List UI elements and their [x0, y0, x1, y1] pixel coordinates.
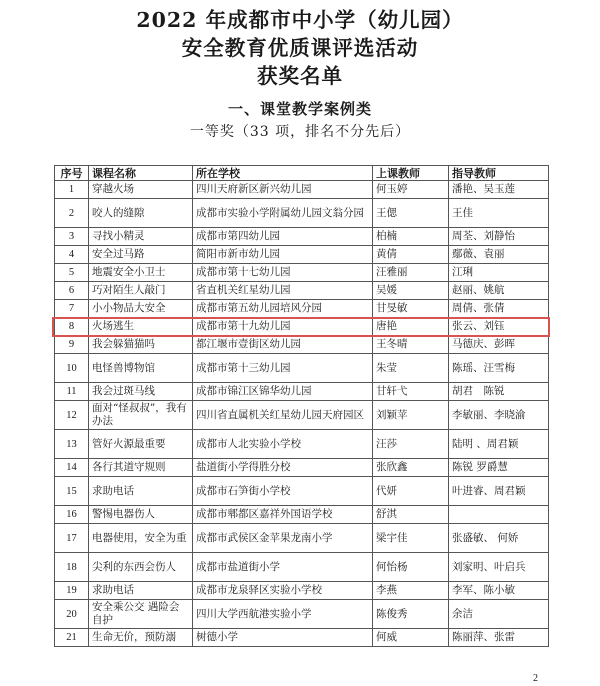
table-row: [55, 228, 549, 246]
cell-advisor: 鄢薇、袁丽: [449, 246, 549, 264]
cell-school: 都江堰市壹街区幼儿园: [193, 336, 373, 354]
cell-teacher: 何玉婷: [373, 181, 449, 199]
cell-course: 穿越火场: [89, 181, 193, 199]
table-row: [55, 600, 549, 629]
table-row: [55, 199, 549, 228]
prize-subheading: 一等奖（33 项，排名不分先后）: [189, 124, 411, 140]
table-row: [55, 524, 549, 553]
cell-no: 7: [55, 300, 89, 318]
cell-teacher: 代妍: [373, 477, 449, 506]
title-line-1: 2022 年成都市中小学（幼儿园）: [136, 8, 464, 32]
cell-school: 成都市第十七幼儿园: [193, 264, 373, 282]
cell-course: 求助电话: [89, 582, 193, 600]
page-number: 2: [533, 673, 538, 684]
cell-course: 火场逃生: [89, 318, 193, 336]
cell-school: 成都市实验小学附属幼儿园文翁分园: [193, 199, 373, 228]
cell-course: 尖利的东西会伤人: [89, 553, 193, 582]
cell-advisor: 赵丽、姚航: [449, 282, 549, 300]
cell-no: 1: [55, 181, 89, 199]
cell-advisor: 余洁: [449, 600, 549, 629]
table-row: [55, 506, 549, 524]
table-row: [55, 264, 549, 282]
cell-no: 19: [55, 582, 89, 600]
cell-course: 管好火源最重要: [89, 430, 193, 459]
table-row: [55, 629, 549, 647]
table-row: [55, 477, 549, 506]
cell-no: 17: [55, 524, 89, 553]
cell-school: 成都市锦江区锦华幼儿园: [193, 383, 373, 401]
cell-no: 10: [55, 354, 89, 383]
cell-teacher: 陈俊秀: [373, 600, 449, 629]
cell-teacher: 王偲: [373, 199, 449, 228]
cell-course: 生命无价，预防溺: [89, 629, 193, 647]
cell-no: 9: [55, 336, 89, 354]
table-row: [55, 246, 549, 264]
cell-advisor: 江琍: [449, 264, 549, 282]
cell-advisor: 张云、刘钰: [449, 318, 549, 336]
cell-no: 16: [55, 506, 89, 524]
cell-advisor: 陆明 、周君颖: [449, 430, 549, 459]
cell-advisor: 陈瑶、汪雪梅: [449, 354, 549, 383]
cell-school: 树德小学: [193, 629, 373, 647]
table-row: [55, 582, 549, 600]
cell-course: 寻找小精灵: [89, 228, 193, 246]
table-row: [55, 282, 549, 300]
table-header-row: [55, 166, 549, 181]
cell-school: 成都市第十三幼儿园: [193, 354, 373, 383]
cell-teacher: 甘轩弋: [373, 383, 449, 401]
cell-school: 成都市龙泉驿区实验小学校: [193, 582, 373, 600]
cell-school: 四川省直属机关红星幼儿园天府园区: [193, 401, 373, 430]
cell-no: 13: [55, 430, 89, 459]
cell-course: 安全乘公交 遇险会自护: [89, 600, 193, 629]
cell-advisor: 胡君 陈锐: [449, 383, 549, 401]
cell-course: 警惕电器伤人: [89, 506, 193, 524]
cell-course: 面对“怪叔叔”，我有办法: [89, 401, 193, 430]
cell-course: 我会过斑马线: [89, 383, 193, 401]
cell-school: 四川大学西航港实验小学: [193, 600, 373, 629]
cell-no: 15: [55, 477, 89, 506]
cell-teacher: 张欣鑫: [373, 459, 449, 477]
cell-advisor: [449, 506, 549, 524]
table-row: [55, 354, 549, 383]
cell-course: 电器使用，安全为重: [89, 524, 193, 553]
cell-school: 简阳市新市幼儿园: [193, 246, 373, 264]
cell-school: 成都市盐道街小学: [193, 553, 373, 582]
cell-no: 14: [55, 459, 89, 477]
cell-advisor: 陈丽萍、张雷: [449, 629, 549, 647]
cell-course: 地震安全小卫士: [89, 264, 193, 282]
cell-teacher: 吴媛: [373, 282, 449, 300]
header-advisor: 指导教师: [449, 166, 549, 181]
cell-teacher: 甘旻敏: [373, 300, 449, 318]
cell-advisor: 叶进睿、周君颖: [449, 477, 549, 506]
cell-advisor: 潘艳、吴玉莲: [449, 181, 549, 199]
award-table: [54, 165, 549, 647]
cell-teacher: 舒淇: [373, 506, 449, 524]
table-row: [55, 401, 549, 430]
header-school: 所在学校: [193, 166, 373, 181]
cell-advisor: 马德庆、彭晖: [449, 336, 549, 354]
cell-no: 6: [55, 282, 89, 300]
cell-school: 省直机关红星幼儿园: [193, 282, 373, 300]
cell-advisor: 周荃、刘静怡: [449, 228, 549, 246]
table-body: [55, 181, 549, 647]
table-row: [55, 430, 549, 459]
cell-no: 2: [55, 199, 89, 228]
cell-course: 安全过马路: [89, 246, 193, 264]
section-heading: 一、课堂教学案例类: [227, 100, 372, 118]
cell-school: 成都市第十九幼儿园: [193, 318, 373, 336]
cell-teacher: 何怡杨: [373, 553, 449, 582]
cell-teacher: 梁宇佳: [373, 524, 449, 553]
cell-no: 18: [55, 553, 89, 582]
table-row: [55, 553, 549, 582]
cell-teacher: 朱莹: [373, 354, 449, 383]
cell-course: 巧对陌生人敲门: [89, 282, 193, 300]
title-line-2: 安全教育优质课评选活动: [181, 36, 419, 60]
cell-school: 成都市郫都区嘉祥外国语学校: [193, 506, 373, 524]
cell-teacher: 汪莎: [373, 430, 449, 459]
cell-teacher: 刘颖苹: [373, 401, 449, 430]
cell-advisor: 刘家明、叶启兵: [449, 553, 549, 582]
cell-school: 成都市石笋街小学校: [193, 477, 373, 506]
cell-advisor: 周倩、张倩: [449, 300, 549, 318]
cell-advisor: 陈锐 罗爵慧: [449, 459, 549, 477]
cell-school: 成都市人北实验小学校: [193, 430, 373, 459]
cell-no: 12: [55, 401, 89, 430]
cell-school: 盐道街小学得胜分校: [193, 459, 373, 477]
cell-teacher: 王冬晴: [373, 336, 449, 354]
cell-no: 8: [55, 318, 89, 336]
table-row: [55, 459, 549, 477]
cell-teacher: 李燕: [373, 582, 449, 600]
cell-no: 5: [55, 264, 89, 282]
cell-no: 21: [55, 629, 89, 647]
table-row: [55, 181, 549, 199]
cell-no: 4: [55, 246, 89, 264]
cell-teacher: 汪雅丽: [373, 264, 449, 282]
cell-no: 11: [55, 383, 89, 401]
cell-course: 小小物品大安全: [89, 300, 193, 318]
cell-advisor: 王佳: [449, 199, 549, 228]
cell-school: 成都市第四幼儿园: [193, 228, 373, 246]
header-teacher: 上课教师: [373, 166, 449, 181]
header-no: 序号: [55, 166, 89, 181]
cell-course: 我会躲猫猫吗: [89, 336, 193, 354]
title-line-3: 获奖名单: [257, 64, 343, 88]
cell-teacher: 唐艳: [373, 318, 449, 336]
cell-advisor: 李敏丽、李晓渝: [449, 401, 549, 430]
cell-teacher: 何威: [373, 629, 449, 647]
cell-school: 四川天府新区新兴幼儿园: [193, 181, 373, 199]
table-row: [55, 336, 549, 354]
cell-course: 咬人的缝隙: [89, 199, 193, 228]
table-row: [55, 300, 549, 318]
cell-no: 3: [55, 228, 89, 246]
cell-advisor: 李军、陈小敏: [449, 582, 549, 600]
cell-course: 各行其道守规则: [89, 459, 193, 477]
header-course: 课程名称: [89, 166, 193, 181]
cell-teacher: 柏楠: [373, 228, 449, 246]
table-row: [55, 318, 549, 336]
cell-course: 电怪兽博物馆: [89, 354, 193, 383]
table-row: [55, 383, 549, 401]
cell-course: 求助电话: [89, 477, 193, 506]
cell-school: 成都市武侯区金苹果龙南小学: [193, 524, 373, 553]
cell-school: 成都市第五幼儿园培风分园: [193, 300, 373, 318]
cell-advisor: 张盛敏、 何娇: [449, 524, 549, 553]
cell-teacher: 黄倩: [373, 246, 449, 264]
cell-no: 20: [55, 600, 89, 629]
